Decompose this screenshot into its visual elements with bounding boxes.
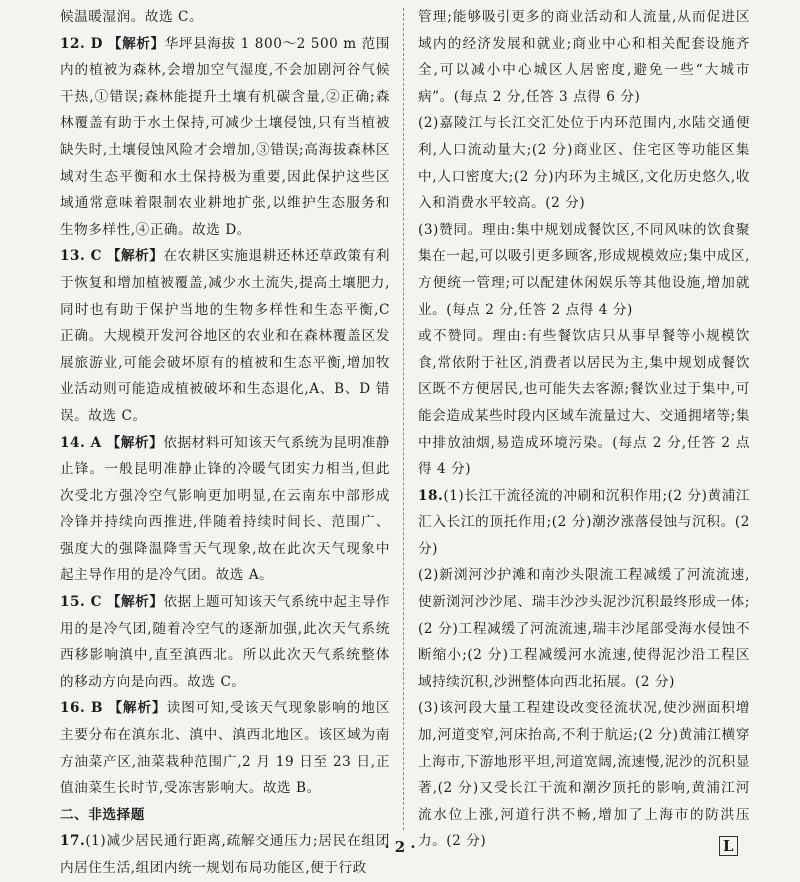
answer-18-part3: (3)该河段大量工程建设改变径流状况,使沙洲面积增加,河道变窄,河床抬高,不利于航运;(2 分)黄浦江横穿上海市,下游地形平坦,河道宽阔,流速慢,泥沙的沉积显著,(2 分)又受长江干流和潮汐顶托的影响,黄浦江河流水位上涨,河道行洪不畅,增加了上海市的防洪压力。(2 分)	[418, 700, 750, 850]
section-heading: 二、非选择题	[60, 806, 145, 823]
answer-18-part1: 18.(1)长江干流径流的冲刷和沉积作用;(2 分)黄浦江汇入长江的顶托作用;(2 分)潮汐涨落侵蚀与沉积。(2 分)	[418, 487, 750, 557]
answer-16: 16. B 【解析】读图可知,受该天气现象影响的地区主要分布在滇东北、滇中、滇西北地区。该区域为南方油菜产区,油菜栽种范围广,2 月 19 日至 23 日,正值油菜生长时节,受冻害影响大。故选 B。	[60, 700, 391, 797]
answer-13: 13. C 【解析】在农耕区实施退耕还林还草政策有利于恢复和增加植被覆盖,减少水土流失,提高土壤肥力,同时也有助于保护当地的生物多样性和生态平衡,C 正确。大规模开发河谷地区的农业和在森林覆盖区发展旅游业,可能会破坏原有的植被和生态平衡,增加牧业活动则可能造成植被破坏和生态退化,A、B、D 错误。故选 C。	[60, 248, 390, 424]
corner-mark: L	[719, 836, 738, 856]
right-column	[418, 4, 750, 855]
answer-15: 15. C 【解析】依据上题可知该天气系统中起主导作用的是冷气团,随着冷空气的逐渐加强,此次天气系统西移影响滇中,直至滇西北。所以此次天气系统整体的移动方向是向西。故选 C。	[60, 594, 390, 690]
column-divider	[403, 8, 404, 830]
answer-12: 12. D 【解析】华坪县海拔 1 800～2 500 m 范围内的植被为森林,会增加空气湿度,不会加剧河谷气候干热,①错误;森林能提升土壤有机碳含量,②正确;森林覆盖有助于水土保持,可减少土壤侵蚀,只有当植被缺失时,土壤侵蚀风险才会增加,③错误;高海拔森林区域对生态平衡和水土保持极为重要,因此保护这些区域通常意味着限制农业耕地扩张,以维护生态服务和生物多样性,④正确。故选 D。	[60, 35, 391, 238]
answer-17-part1: 17.(1)减少居民通行距离,疏解交通压力;居民在组团内居住生活,组团内统一规划布局功能区,便于行政	[60, 833, 390, 876]
answer-17-part3: (3)赞同。理由:集中规划成餐饮区,不同风味的饮食聚集在一起,可以吸引更多顾客,形成规模效应;集中成区,方便统一管理;可以配建休闲娱乐等其他设施,增加就业。(每点 2 分,任答 2 点得 4 分)	[418, 221, 750, 318]
answer-18-part2: (2)新浏河沙护滩和南沙头限流工程减缓了河流流速,使新浏河沙沙尾、瑞丰沙沙头泥沙沉积最终形成一体;(2 分)工程减缓了河流流速,瑞丰沙尾部受海水侵蚀不断缩小;(2 分)工程减缓河水流速,使得泥沙沿工程区域持续沉积,沙洲整体向西北拓展。(2 分)	[418, 567, 750, 690]
answer-17-part3-alt: 或不赞同。理由:有些餐饮店只从事早餐等小规模饮食,常依附于社区,消费者以居民为主,集中规划成餐饮区既不方便居民,也可能失去客源;餐饮业过于集中,可能会造成某些时段内区域车流量过大、交通拥堵等;集中排放油烟,易造成环境污染。(每点 2 分,任答 2 点得 4 分)	[418, 328, 750, 478]
answer-17-part2: (2)嘉陵江与长江交汇处位于内环范围内,水陆交通便利,人口流动量大;(2 分)商业区、住宅区等功能区集中,人口密度大;(2 分)内环为主城区,文化历史悠久,收入和消费水平较高。(2 分)	[418, 115, 750, 212]
answer-17-part1-cont: 管理;能够吸引更多的商业活动和人流量,从而促进区域内的经济发展和就业;商业中心和相关配套设施齐全,可以减小中心城区人居密度,避免一些“大城市病”。(每点 2 分,任答 3 点得 6 分)	[418, 9, 750, 105]
left-column	[60, 4, 390, 882]
answer-14: 14. A 【解析】依据材料可知该天气系统为昆明准静止锋。一般昆明准静止锋的冷暖气团实力相当,但此次受北方强冷空气影响更加明显,在云南东中部形成冷锋并持续向西推进,伴随着持续时间长、范围广、强度大的强降温降雪天气现象,故在此次天气现象中起主导作用的是冷气团。故选 A。	[60, 434, 391, 584]
page-number: · 2 ·	[384, 838, 416, 856]
q11-continuation: 候温暖湿润。故选 C。	[60, 9, 204, 25]
